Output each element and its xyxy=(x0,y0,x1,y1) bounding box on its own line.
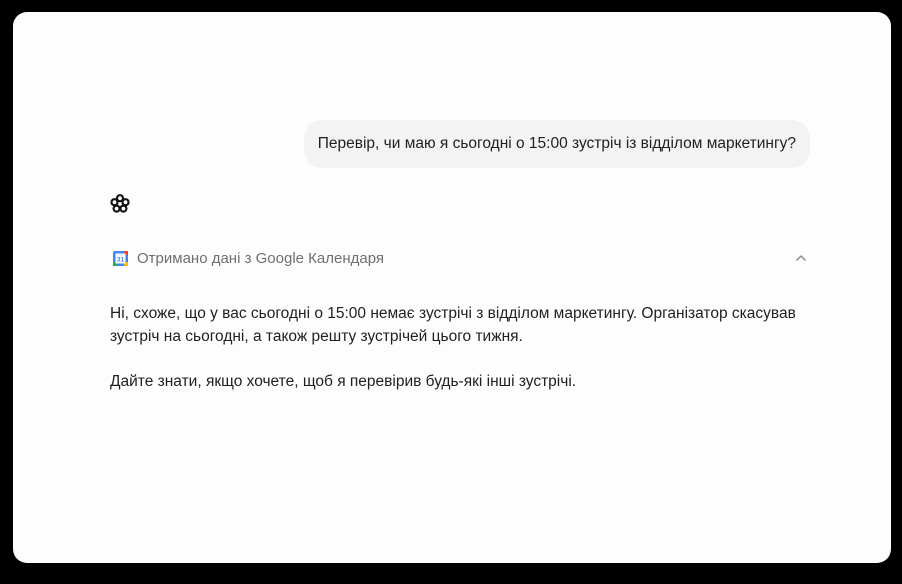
google-calendar-icon xyxy=(113,251,128,266)
calendar-icon-badge: 31 xyxy=(116,256,125,264)
chevron-up-icon[interactable] xyxy=(793,250,809,266)
response-paragraph: Дайте знати, якщо хочете, щоб я перевірив будь-які інші зустрічі. xyxy=(110,373,577,390)
response-paragraph: Ні, схоже, що у вас сьогодні о 15:00 немає зустрічі з відділом маркетингу. Організатор скасував зустріч на сьогодні, а також решту зустрічей цього тижня. xyxy=(110,305,796,345)
chat-window xyxy=(13,12,891,563)
user-message-bubble xyxy=(304,120,810,168)
assistant-logo-icon xyxy=(109,193,131,215)
calendar-source-row[interactable] xyxy=(113,248,809,268)
source-label: Отримано дані з Google Календаря xyxy=(137,249,385,267)
assistant-response xyxy=(110,302,830,415)
user-message-text: Перевір, чи маю я сьогодні о 15:00 зустріч із відділом маркетингу? xyxy=(317,135,796,152)
